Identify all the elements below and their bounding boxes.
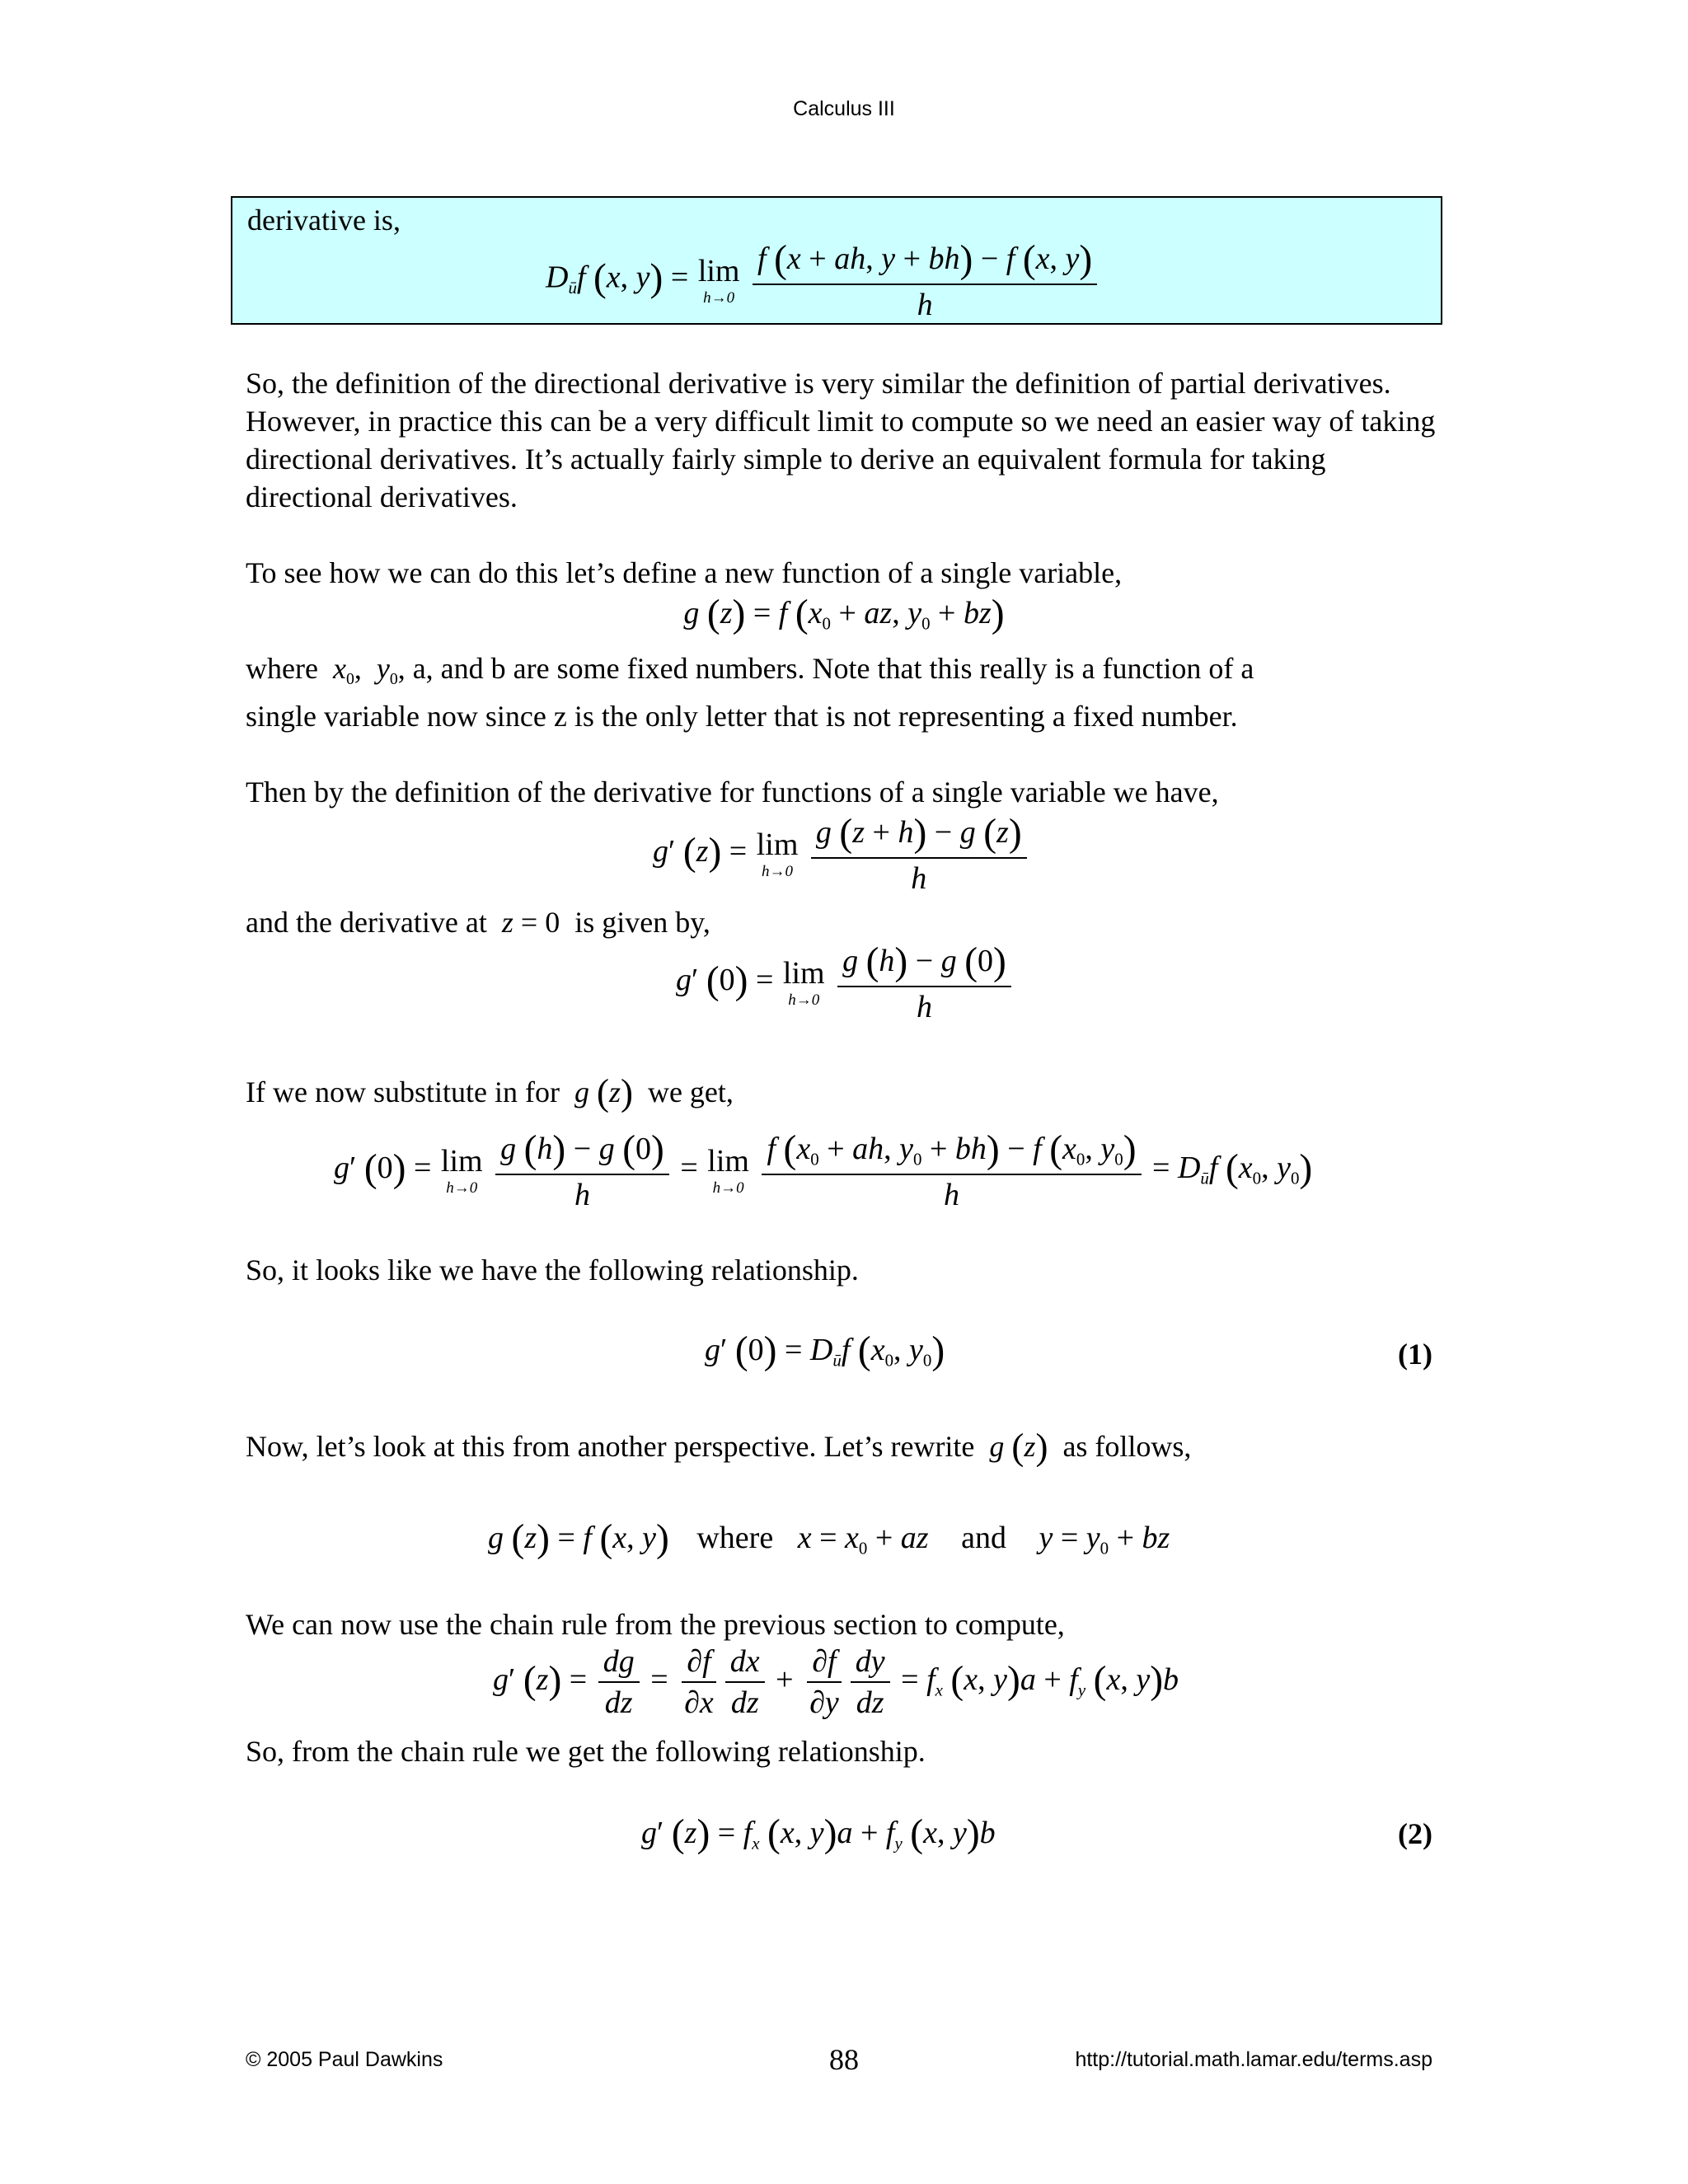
equation-chain-rule: g′ (z) = $\frac{dg}{dz}$ = $\frac{\partial f}{\partial x}$ $\frac{dx}{dz}$ + $\frac{\partial f}{\partial y}$ $\frac{dy}{dz}$ = $f_x$ (x, $y)a + f_y$ (x, y)b [493, 1644, 1179, 1720]
rewrite-where: where [696, 1521, 774, 1556]
g-of-z-inline-2: g (z) [989, 1426, 1048, 1468]
paragraph-6-start: If we now substitute in for [246, 1076, 560, 1108]
equation-number-2: (2) [1398, 1817, 1432, 1850]
rewrite-and: and [961, 1521, 1006, 1556]
paragraph-4: Then by the definition of the derivative for functions of a single variable we have, [246, 776, 1219, 808]
paragraph-2: To see how we can do this let’s define a new function of a single variable, [246, 556, 1123, 589]
equation-rewrite: g (z) = f (x, y) where $x = x_0$ + az and $y = y_0$ + bz [488, 1517, 1170, 1560]
equation-g-prime-0: g′ (0) = lim h→0 $\frac{g (h) - g (0)}{h}$ [676, 940, 1688, 1025]
box-intro-text: derivative is, [247, 204, 401, 237]
paragraph-8-end: as follows, [1062, 1430, 1192, 1463]
footer-url[interactable]: http://tutorial.math.lamar.edu/terms.asp [1075, 2048, 1432, 2071]
page-number: 88 [829, 2043, 859, 2076]
paragraph-3-mid: , a, and b are some fixed numbers. Note that this really is a function of a [397, 652, 1254, 685]
equation-2: g′ $(z) = f_x$ (x, $y)a + f_y$ (x, y)b [641, 1812, 996, 1855]
g-of-z-inline: g (z) [574, 1071, 633, 1113]
paragraph-7: So, it looks like we have the following relationship. [246, 1254, 859, 1286]
paragraph-6 [246, 1073, 1449, 1112]
paragraph-8-start: Now, let’s look at this from another perspective. Let’s rewrite [246, 1430, 975, 1463]
equation-1: g′ $(0) = D_ūf$ ($x_0$, $y_0$) [705, 1329, 945, 1372]
page-header: Calculus III [793, 97, 895, 120]
equation-substitution: g′ (0) = lim h→0 $\frac{g (h) - g (0)}{h}$ = lim h→0 $\frac{f (x_0 + ah, y_0 + bh) - f (x_0, y_0)}{h}$ = $D_ūf$ ($x_0$, $y_0$) [334, 1128, 1313, 1212]
paragraph-8 [246, 1427, 1449, 1466]
equation-g-prime-z: g′ (z) = lim h→0 $\frac{g (z + h) - g (z)}{h}$ [653, 811, 1688, 897]
footer-copyright: © 2005 Paul Dawkins [246, 2048, 443, 2071]
paragraph-9: We can now use the chain rule from the previous section to compute, [246, 1608, 1065, 1641]
paragraph-3-end: single variable now since z is the only letter that is not representing a fixed number. [246, 700, 1238, 733]
paragraph-6-end: we get, [647, 1076, 734, 1108]
equation-g-of-z: g (z) = f ($x_0$ + az, $y_0 + bz$) [683, 593, 1005, 635]
paragraph-5-start: and the derivative at [246, 906, 487, 939]
equation-number-1: (1) [1398, 1338, 1432, 1371]
z-equals-0-inline: z = 0 [501, 906, 568, 939]
paragraph-5-end: is given by, [574, 906, 710, 939]
definition-box [231, 196, 1442, 325]
x0-y0-inline: $x_0$, $y_0$ [332, 652, 398, 688]
paragraph-1: So, the definition of the directional derivative is very similar the definition of partial derivatives. However, in practice this can be a very difficult limit to compute so we need an easier way of taking directional derivatives. It’s actually fairly simple to derive an equivalent formula for taking directional derivatives. [246, 367, 1436, 513]
paragraph-10: So, from the chain rule we get the following relationship. [246, 1735, 926, 1768]
paragraph-5 [246, 903, 1449, 941]
paragraph-3 [246, 649, 1449, 698]
paragraph-3-start: where [246, 652, 318, 685]
directional-derivative-definition: $D_ūf$ (x, y) = lim h→0 $\frac{f (x + ah, y + bh) - f (x, y)}{h}$ [546, 237, 1100, 323]
